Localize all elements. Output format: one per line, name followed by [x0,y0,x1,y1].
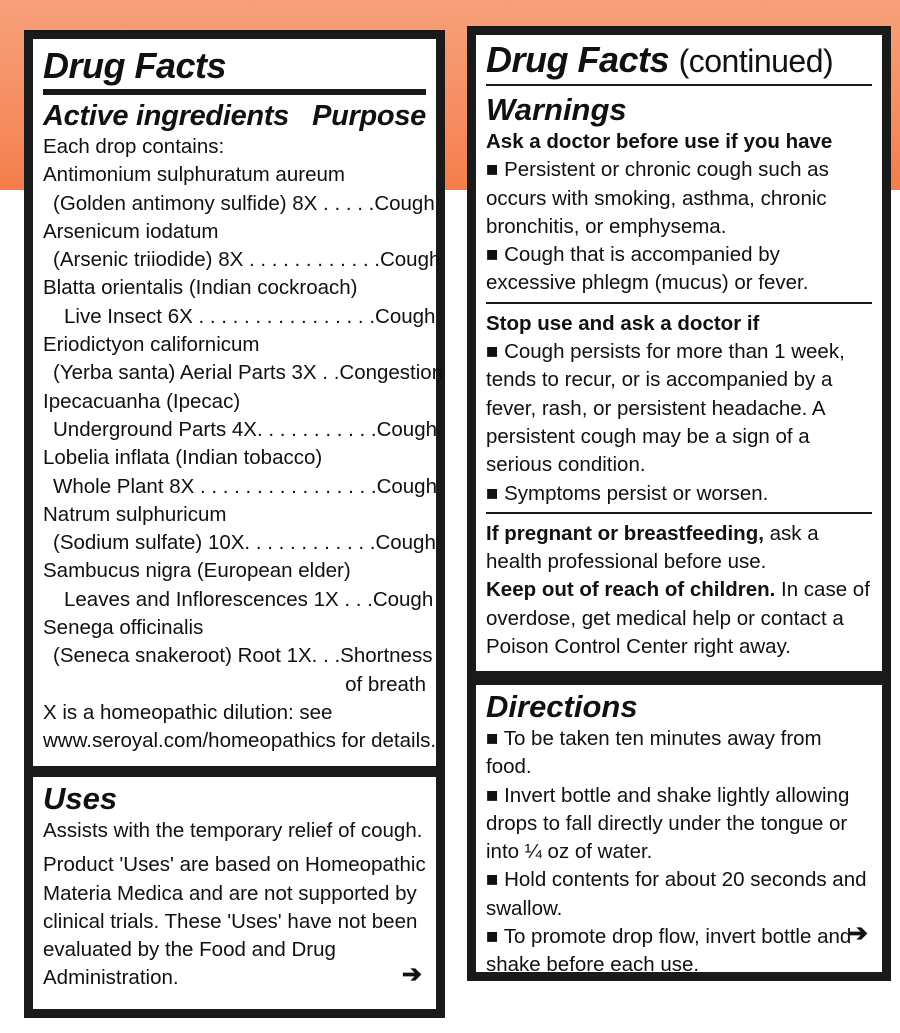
drug-facts-title: Drug Facts [486,39,670,80]
direction-line: shake before each use. [486,953,700,977]
ingredient-name: Sambucus nigra (European elder) [43,559,351,583]
pregnancy-warning-line: health professional before use. [486,550,767,574]
ingredient-row [43,416,438,444]
stop-use-list [486,338,872,508]
warning-line: ■ Cough that is accompanied by [486,243,780,267]
stop-use-heading: Stop use and ask a doctor if [486,311,760,335]
ingredient-detail: Underground Parts 4X. . . . . . . . . . . [53,417,377,441]
ingredient-row [43,642,433,670]
ingredient-purpose: Cough [372,587,434,611]
continued-label: (continued) [678,43,834,79]
warnings-panel [467,26,891,680]
ingredient-name: Lobelia inflata (Indian tobacco) [43,446,323,470]
ingredient-detail: Live Insect 6X . . . . . . . . . . . . . . . . [64,304,376,328]
continue-arrow-icon: ➔ [847,920,868,947]
direction-line: ■ Invert bottle and shake lightly allowing [486,783,850,807]
ingredient-purpose: Cough [374,191,435,215]
ingredient-detail: (Sodium sulfate) 10X. . . . . . . . . . . . [53,531,376,555]
ingredient-purpose: Cough [375,304,436,328]
drug-facts-continued-title [486,39,872,82]
ingredient-row [43,586,434,614]
warning-line: excessive phlegm (mucus) or fever. [486,271,809,295]
ingredient-detail: (Arsenic triiodide) 8X . . . . . . . . . . . . [53,248,380,272]
direction-line: into ¼ oz of water. [486,840,653,864]
divider-thick [43,89,426,95]
warning-line: bronchitis, or emphysema. [486,214,727,238]
ingredient-detail: (Seneca snakeroot) Root 1X. . . [53,644,341,668]
ingredient-row [43,359,444,387]
divider-thin [486,512,872,514]
directions-list [486,725,872,980]
ask-doctor-heading: Ask a doctor before use if you have [486,130,833,153]
ingredient-row [43,303,436,331]
ingredient-row [43,246,441,274]
uses-disclaimer-line: clinical trials. These 'Uses' have not been [43,909,418,933]
ingredients-intro: Each drop contains: [43,135,225,158]
direction-line: ■ Hold contents for about 20 seconds and [486,868,867,892]
ask-doctor-list [486,156,872,297]
children-warning-text: In case of [775,578,870,602]
ingredient-row [43,529,436,557]
dilution-note-link: www.seroyal.com/homeopathics for details. [43,729,437,753]
purpose-heading: Purpose [312,100,426,132]
direction-line: drops to fall directly under the tongue or [486,811,848,835]
warning-line: fever, rash, or persistent headache. A [486,396,826,420]
direction-line: swallow. [486,896,563,920]
divider-thin [486,84,872,86]
active-ingredients-panel [24,30,445,775]
directions-title: Directions [486,689,638,724]
dilution-note: X is a homeopathic dilution: see [43,700,333,724]
directions-panel [467,676,891,981]
ingredient-purpose: Cough [379,248,441,272]
warning-line: persistent cough may be a sign of a [486,424,810,448]
ingredient-name: Ipecacuanha (Ipecac) [43,389,241,413]
ingredient-detail: (Golden antimony sulfide) 8X . . . . . [53,191,375,215]
ingredient-purpose: Cough [376,417,438,441]
ingredient-name: Eriodictyon californicum [43,333,260,357]
warning-line: tends to recur, or is accompanied by a [486,368,833,392]
uses-disclaimer-line: Administration. [43,966,179,990]
ingredient-row [43,473,437,501]
uses-statement: Assists with the temporary relief of cough. [43,819,423,842]
ingredient-list [43,161,444,699]
uses-title: Uses [43,781,118,816]
children-warning-bold: Keep out of reach of children. [486,578,776,602]
ingredient-row [43,190,435,218]
children-warning [486,576,872,661]
ingredients-header-row [43,99,426,133]
ingredient-purpose-continued: of breath [345,672,426,696]
warning-line: ■ Persistent or chronic cough such as [486,158,829,182]
warnings-title: Warnings [486,92,627,127]
pregnancy-warning [486,520,872,577]
warning-line: occurs with smoking, asthma, chronic [486,186,827,210]
ingredient-name: Senega officinalis [43,616,204,640]
uses-disclaimer-line: Materia Medica and are not supported by [43,881,417,905]
ingredient-name: Natrum sulphuricum [43,502,227,526]
uses-disclaimer-line: evaluated by the Food and Drug [43,938,336,962]
warning-line: ■ Symptoms persist or worsen. [486,481,769,505]
children-warning-line: Poison Control Center right away. [486,635,791,659]
ingredient-detail: (Yerba santa) Aerial Parts 3X . . [53,361,340,385]
drug-facts-title: Drug Facts [43,45,227,86]
ingredient-purpose: Shortness [340,644,433,668]
ingredient-detail: Whole Plant 8X . . . . . . . . . . . . . . . . [53,474,377,498]
ingredient-name: Antimonium sulphuratum aureum [43,163,345,187]
ingredient-purpose: Congestion [339,361,444,385]
continue-arrow-icon: ➔ [401,961,422,988]
uses-panel [24,768,445,1018]
pregnancy-warning-bold: If pregnant or breastfeeding, [486,521,764,545]
ingredient-detail: Leaves and Inflorescences 1X . . . [64,587,373,611]
direction-line: ■ To promote drop flow, invert bottle and [486,925,852,949]
direction-line: ■ To be taken ten minutes away from food. [486,727,822,779]
pregnancy-warning-text: ask a [763,521,819,545]
children-warning-line: overdose, get medical help or contact a [486,606,844,630]
warning-line: ■ Cough persists for more than 1 week, [486,340,845,364]
uses-disclaimer-line: Product 'Uses' are based on Homeopathic [43,853,426,877]
ingredient-name: Arsenicum iodatum [43,219,219,243]
divider-thin [486,302,872,304]
active-ingredients-heading: Active ingredients [43,100,289,132]
ingredient-name: Blatta orientalis (Indian cockroach) [43,276,358,300]
ingredient-purpose: Cough [376,474,437,498]
ingredient-purpose: Cough [375,531,436,555]
uses-disclaimer [43,851,426,992]
warning-line: serious condition. [486,453,646,477]
